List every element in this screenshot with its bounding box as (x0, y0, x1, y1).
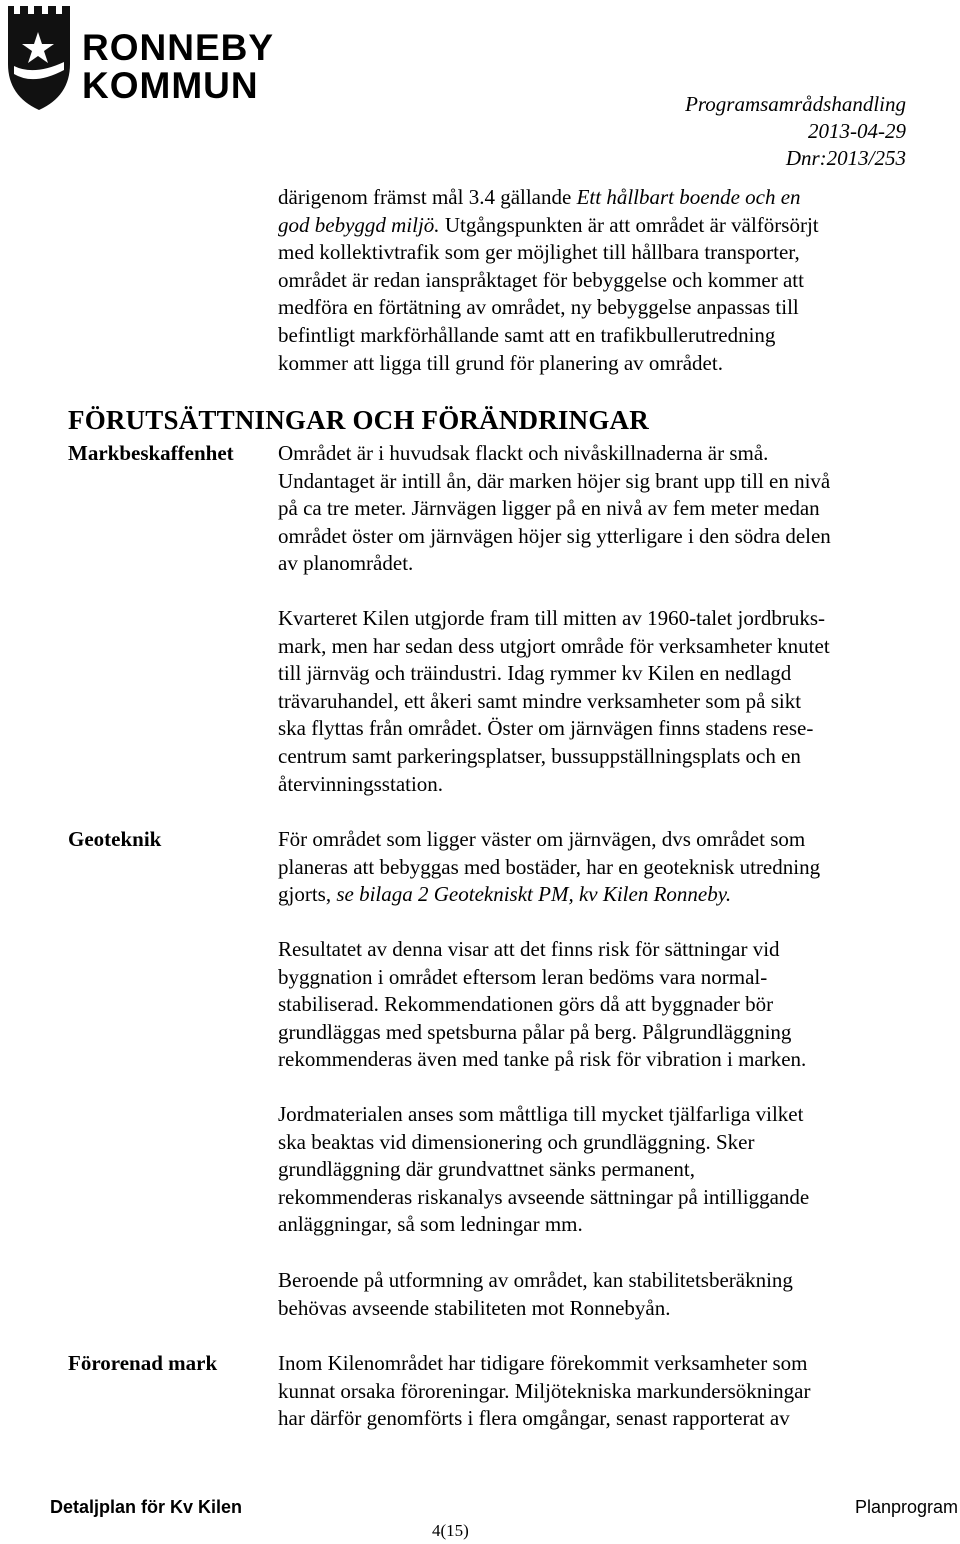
bilaga-reference: se bilaga 2 Geotekniskt PM, kv Kilen Ronneby. (336, 882, 732, 907)
document-type: Programsamrådshandling (685, 92, 906, 116)
logo-line-2: KOMMUN (82, 65, 259, 106)
intro-line: befintligt markförhållande samt att en trafikbullerutredning (278, 322, 776, 347)
municipality-logo (4, 4, 276, 116)
markbeskaffenhet-paragraph-1: Området är i huvudsak flackt och nivåskillnaderna är små. Undantaget är intill ån, där marken höjer sig brant upp till en nivå på ca tre meter. Järnvägen ligger på en nivå av fem meter medan området öster om järnvägen höjer sig ytterligare i den södra delen av planområdet. (278, 441, 831, 576)
geoteknik-paragraph-2: Resultatet av denna visar att det finns risk för sättningar vid byggnation i området eftersom leran bedöms vara normal- stabiliserad. Rekommendationen görs då att byggnader bör grundläggas med spetsburna pålar på berg. Pålgrundläggning rekommenderas även med tanke på risk för vibration i marken. (278, 937, 807, 1072)
label-geoteknik: Geoteknik (68, 827, 162, 851)
intro-line: kommer att ligga till grund för planering av området. (278, 350, 723, 375)
intro-line: därigenom främst mål 3.4 gällande Ett hållbart boende och en (278, 185, 801, 209)
logo-line-1: RONNEBY (82, 27, 275, 68)
footer-title: Detaljplan för Kv Kilen (50, 1497, 243, 1517)
intro-line: med kollektivtrafik som ger möjlighet till hållbara transporter, (278, 240, 800, 265)
footer-doc-type: Planprogram (854, 1497, 958, 1517)
label-markbeskaffenhet: Markbeskaffenhet (68, 441, 234, 465)
page-number: 4(15) (432, 1521, 469, 1540)
fororenad-paragraph-1: Inom Kilenområdet har tidigare förekommit verksamheter som kunnat orsaka föroreningar. Miljötekniska markundersökningar har därför genomförts i flera omgångar, senast rapporterat av (278, 1351, 811, 1431)
geoteknik-paragraph-1: För området som ligger väster om järnvägen, dvs området som planeras att bebyggas med bostäder, har en geoteknisk utredning gjorts, se bilaga 2 Geotekniskt PM, kv Kilen Ronneby. (278, 827, 821, 907)
geoteknik-paragraph-3: Jordmaterialen anses som måttliga till mycket tjälfarliga vilket ska beaktas vid dimensionering och grundläggning. Sker grundläggning där grundvattnet sänks permanent, rekommenderas riskanalys avseende sättningar på intilliggande anläggningar, så som ledningar mm. (278, 1102, 810, 1237)
intro-line: medföra en förtätning av området, ny bebyggelse anpassas till (278, 295, 799, 320)
section-heading: FÖRUTSÄTTNINGAR OCH FÖRÄNDRINGAR (68, 405, 649, 435)
intro-line: området är redan ianspråktaget för bebyggelse och kommer att (278, 267, 804, 292)
document-dnr: Dnr:2013/253 (785, 146, 906, 170)
intro-line: god bebyggd miljö. Utgångspunkten är att området är välförsörjt (278, 212, 819, 237)
document-date: 2013-04-29 (808, 119, 906, 143)
label-fororenad-mark: Förorenad mark (68, 1351, 218, 1375)
markbeskaffenhet-paragraph-2: Kvarteret Kilen utgjorde fram till mitten av 1960-talet jordbruks- mark, men har sedan dess utgjort område för verksamheter knutet till järnväg och träindustri. Idag rymmer kv Kilen en nedlagd trävaruhandel, ett åkeri samt mindre verksamheter som på sikt ska flyttas från området. Öster om järnvägen finns stadens rese- centrum samt parkeringsplatser, bussuppställningsplats och en återvinningsstation. (278, 606, 830, 796)
geoteknik-paragraph-4: Beroende på utformning av området, kan stabilitetsberäkning behövas avseende stabiliteten mot Ronnebyån. (278, 1268, 793, 1320)
intro-paragraph (278, 184, 918, 377)
coat-of-arms-icon (4, 4, 76, 114)
